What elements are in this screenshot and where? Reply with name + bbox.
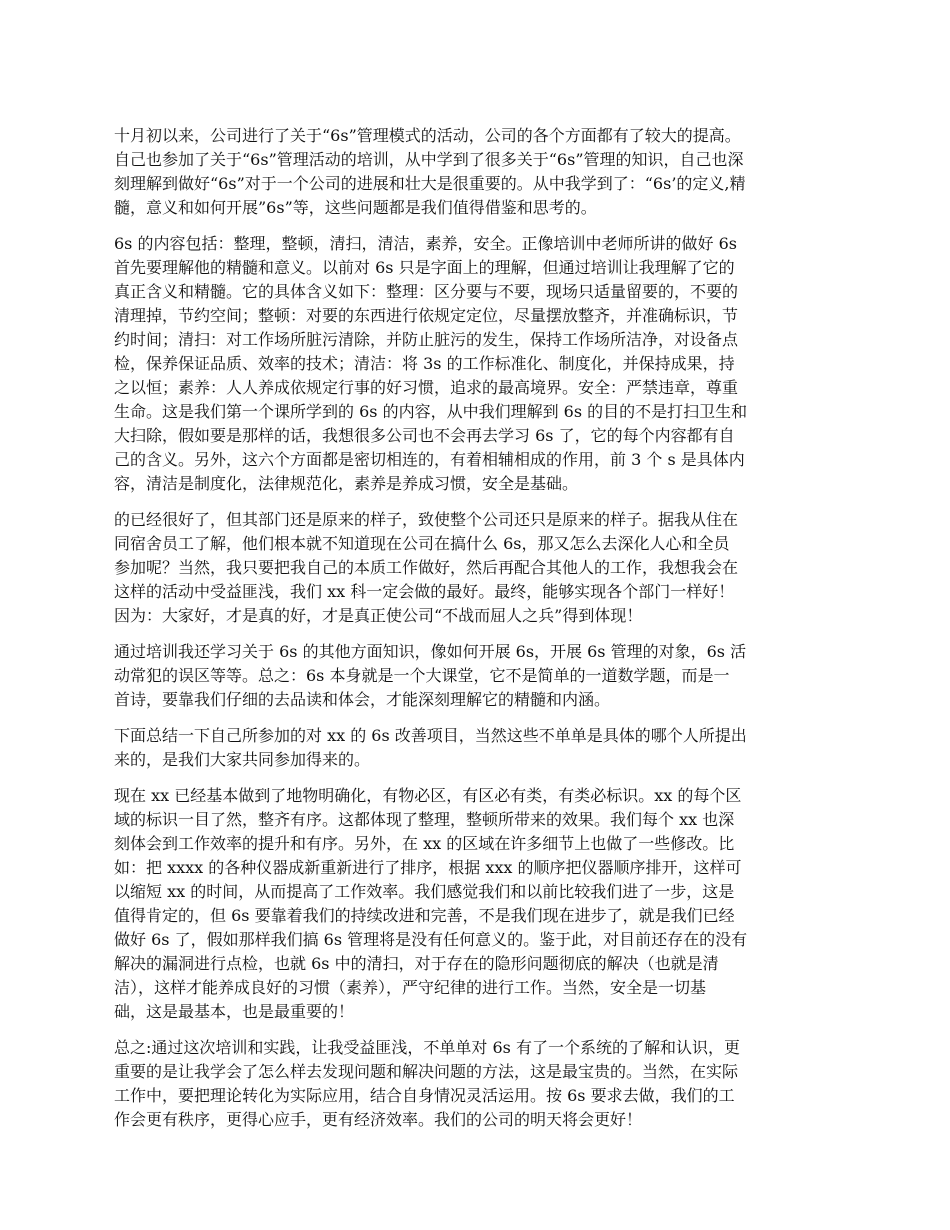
paragraph-intro: 十月初以来，公司进行了关于“6s”管理模式的活动，公司的各个方面都有了较大的提高。 自己也参加了关于“6s”管理活动的培训，从中学到了很多关于“6s”管理的知识，自己也深 刻理解到做好“6s”对于一个公司的进展和壮大是很重要的。从中我学到了：“6s’的定义,精 髓，意义和如何开展”6s”等，这些问题都是我们值得借鉴和思考的。 (114, 126, 746, 217)
paragraph-improvement-intro: 下面总结一下自己所参加的对 xx 的 6s 改善项目，当然这些不单单是具体的哪个人所提出 来的，是我们大家共同参加得来的。 (114, 726, 747, 769)
paragraph-department-status: 的已经很好了，但其部门还是原来的样子，致使整个公司还只是原来的样子。据我从住在 同宿舍员工了解，他们根本就不知道现在公司在搞什么 6s，那又怎么去深化人心和全员 参加呢？当然，我只要把我自己的本质工作做好，然后再配合其他人的工作，我想我会在 这样的活动中受益匪浅，我们 xx 科一定会做的最好。最终，能够实现各个部门一样好！ 因为：大家好，才是真的好，才是真正使公司“不战而屈人之兵”得到体现！ (114, 510, 739, 625)
paragraph-6s-contents: 6s 的内容包括：整理，整顿，清扫，清洁，素养，安全。正像培训中老师所讲的做好 6s 首先要理解他的精髓和意义。以前对 6s 只是字面上的理解，但通过培训让我理解了它的 真正含义和精髓。它的具体含义如下：整理：区分要与不要，现场只适量留要的，不要的 清理掉，节约空间；整顿：对要的东西进行依规定定位，尽量摆放整齐，并准确标识，节 约时间；清扫：对工作场所脏污清除，并防止脏污的发生，保持工作场所洁净，对设备点 检，保养保证品质、效率的技术；清洁：将 3s 的工作标准化、制度化，并保持成果，持 之以恒；素养：人人养成依规定行事的好习惯，追求的最高境界。安全：严禁违章，尊重 生命。这是我们第一个课所学到的 6s 的内容，从中我们理解到 6s 的目的不是打扫卫生和 大扫除，假如要是那样的话，我想很多公司也不会再去学习 6s 了，它的每个内容都有自 己的含义。另外，这六个方面都是密切相连的，有着相辅相成的作用，前 3 个 s 是具体内 容，清洁是制度化，法律规范化，素养是养成习惯，安全是基础。 (114, 234, 748, 493)
document-body (114, 124, 840, 1144)
paragraph-conclusion: 总之:通过这次培训和实践，让我受益匪浅，不单单对 6s 有了一个系统的了解和认识，更 重要的是让我学会了怎么样去发现问题和解决问题的方法，这是最宝贵的。当然，在实际 工作中，要把理论转化为实际应用，结合自身情况灵活运用。按 6s 要求去做，我们的工 作会更有秩序，更得心应手，更有经济效率。我们的公司的明天将会更好！ (114, 1038, 740, 1129)
paragraph-other-knowledge: 通过培训我还学习关于 6s 的其他方面知识，像如何开展 6s，开展 6s 管理的对象，6s 活 动常犯的误区等等。总之：6s 本身就是一个大课堂，它不是简单的一道数学题，而是一 首诗，要靠我们仔细的去品读和体会，才能深刻理解它的精髓和内涵。 (114, 642, 747, 709)
paragraph-improvement-details: 现在 xx 已经基本做到了地物明确化，有物必区，有区必有类，有类必标识。xx 的每个区 域的标识一目了然，整齐有序。这都体现了整理，整顿所带来的效果。我们每个 xx 也深 刻体会到工作效率的提升和有序。另外，在 xx 的区域在许多细节上也做了一些修改。比 如：把 xxxx 的各种仪器成新重新进行了排序，根据 xxx 的顺序把仪器顺序排开，这样可 以缩短 xx 的时间，从而提高了工作效率。我们感觉我们和以前比较我们进了一步，这是 值得肯定的，但 6s 要靠着我们的持续改进和完善，不是我们现在进步了，就是我们已经 做好 6s 了，假如那样我们搞 6s 管理将是没有任何意义的。鉴于此，对目前还存在的没有 解决的漏洞进行点检，也就 6s 中的清扫，对于存在的隐形问题彻底的解决（也就是清 洁），这样才能养成良好的习惯（素养），严守纪律的进行工作。当然，安全是一切基 础，这是最基本，也是最重要的！ (114, 786, 748, 1021)
